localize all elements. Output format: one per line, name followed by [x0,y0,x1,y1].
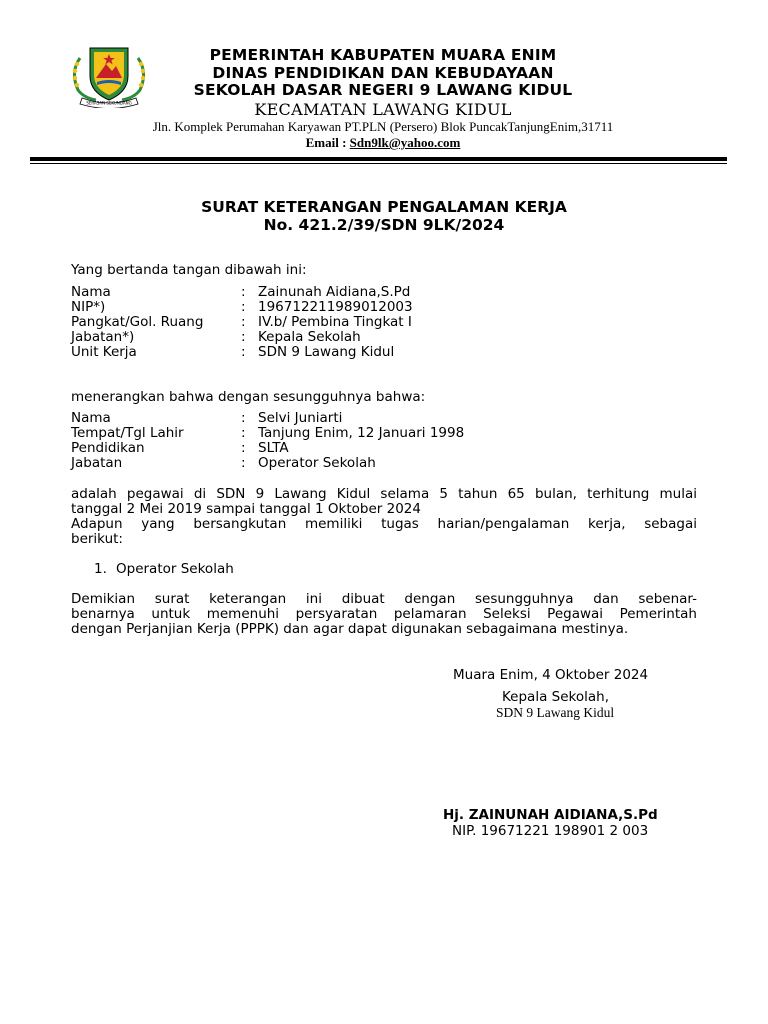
letterhead-district: KECAMATAN LAWANG KIDUL [254,100,512,119]
statement-text: menerangkan bahwa dengan sesungguhnya bahwa: [71,389,426,405]
document-title: SURAT KETERANGAN PENGALAMAN KERJA [201,198,567,216]
signatory-nip: NIP. 19671221 198901 2 003 [452,823,649,839]
letterhead-school: SEKOLAH DASAR NEGERI 9 LAWANG KIDUL [193,81,573,99]
employee-label: Tempat/Tgl Lahir [71,425,184,441]
employee-value: Operator Sekolah [258,455,376,471]
signatory-label: Nama [71,284,111,300]
letterhead-address: Jln. Komplek Perumahan Karyawan PT.PLN (Persero) Blok PuncakTanjungEnim,31711 [152,119,614,134]
employee-value: Selvi Juniarti [258,410,343,426]
field-separator: : [241,299,246,315]
field-separator: : [241,344,246,360]
letterhead-government: PEMERINTAH KABUPATEN MUARA ENIM [209,46,557,64]
closing-paragraph [71,592,697,637]
field-separator: : [241,425,246,441]
signatory-value: 196712211989012003 [258,299,413,315]
signatory-label: Pangkat/Gol. Ruang [71,314,204,330]
paragraph-line: tanggal 2 Mei 2019 sampai tanggal 1 Oktober 2024 [71,501,421,517]
place-date: Muara Enim, 4 Oktober 2024 [453,667,649,683]
letterhead-department: DINAS PENDIDIKAN DAN KEBUDAYAAN [212,64,554,82]
employment-paragraph [71,487,697,547]
field-separator: : [241,440,246,456]
email-link[interactable]: Sdn9lk@yahoo.com [349,135,461,150]
employee-label: Pendidikan [71,440,145,456]
letterhead-rule-thick [30,157,727,161]
signatory-value: Zainunah Aidiana,S.Pd [258,284,411,300]
intro-text: Yang bertanda tangan dibawah ini: [71,262,307,278]
duty-number: 1. [94,561,107,577]
signatory-label: Unit Kerja [71,344,137,360]
signatory-value: IV.b/ Pembina Tingkat I [258,314,412,330]
duty-item: Operator Sekolah [116,561,234,577]
field-separator: : [241,314,246,330]
signatory-label: Jabatan*) [71,329,135,345]
signatory-name: Hj. ZAINUNAH AIDIANA,S.Pd [443,807,658,823]
letterhead-rule-thin [30,163,727,164]
field-separator: : [241,455,246,471]
paragraph-line: benarnya untuk memenuhi persyaratan pelamaran Seleksi Pegawai Pemerintah [71,606,697,622]
employee-label: Nama [71,410,111,426]
signatory-label: NIP*) [71,299,106,315]
paragraph-line: adalah pegawai di SDN 9 Lawang Kidul selama 5 tahun 65 bulan, terhitung mulai [71,486,697,502]
employee-value: Tanjung Enim, 12 Januari 1998 [258,425,465,441]
paragraph-line: Adapun yang bersangkutan memiliki tugas harian/pengalaman kerja, sebagai [71,516,697,532]
logo-motto: SERASAN SEKUNDANG [86,100,132,106]
employee-label: Jabatan [71,455,123,471]
field-separator: : [241,284,246,300]
field-separator: : [241,329,246,345]
field-separator: : [241,410,246,426]
employee-value: SLTA [258,440,289,456]
email-label: Email : [305,135,347,150]
paragraph-line: berikut: [71,531,123,547]
signatory-unit: SDN 9 Lawang Kidul [496,705,615,720]
signatory-value: Kepala Sekolah [258,329,361,345]
document-number: No. 421.2/39/SDN 9LK/2024 [263,216,505,234]
signatory-position: Kepala Sekolah, [502,689,609,705]
signatory-value: SDN 9 Lawang Kidul [258,344,395,360]
letterhead-email-line [110,135,656,150]
paragraph-line: Demikian surat keterangan ini dibuat dengan sesungguhnya dan sebenar- [71,591,697,607]
paragraph-line: dengan Perjanjian Kerja (PPPK) dan agar dapat digunakan sebagaimana mestinya. [71,621,629,637]
